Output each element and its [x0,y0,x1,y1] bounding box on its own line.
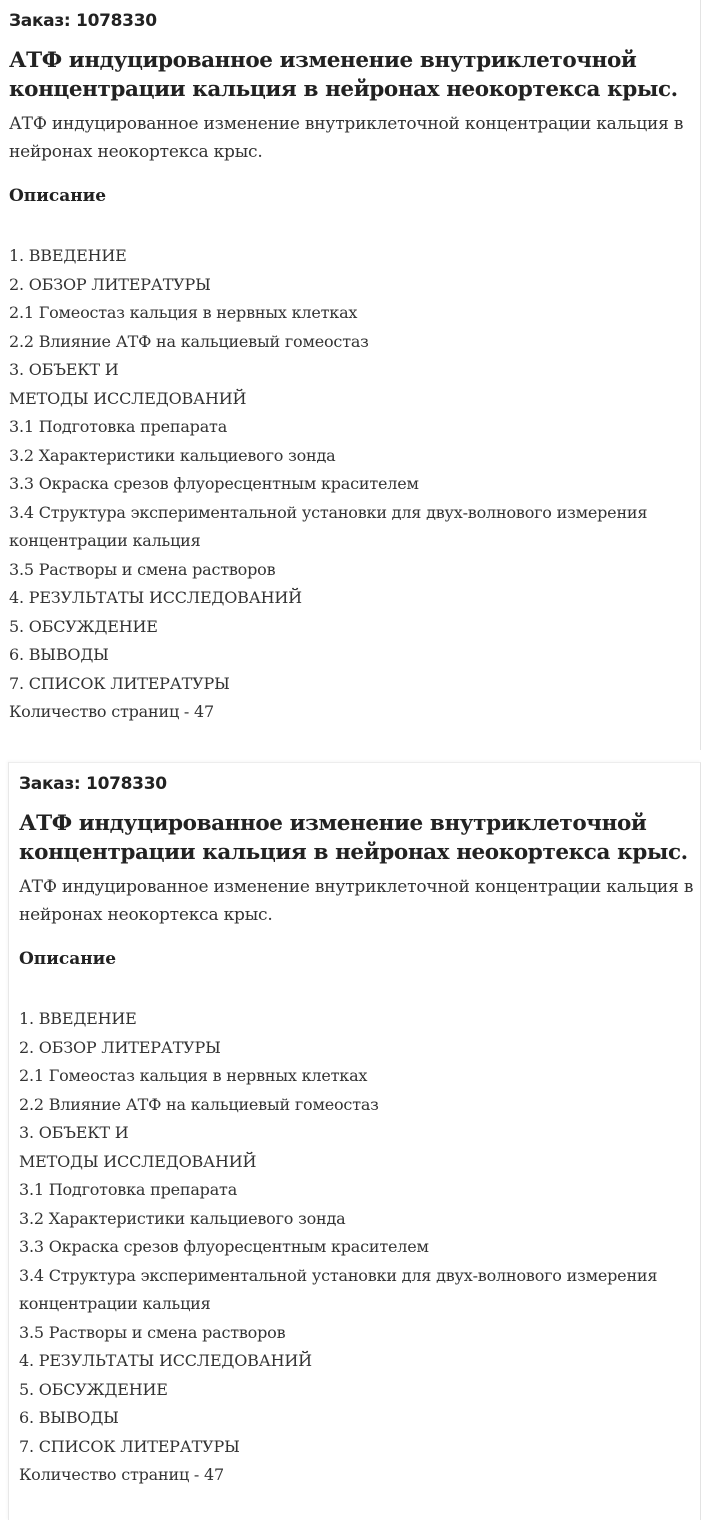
toc-item: 2.1 Гомеостаз кальция в нервных клетках [9,303,358,322]
order-id: Заказ: 1078330 [19,774,167,794]
toc-item: 3.3 Окраска срезов флуоресцентным красителем [9,474,419,493]
toc-item: 3. ОБЪЕКТ И [9,360,119,379]
order-id: Заказ: 1078330 [9,11,157,31]
toc-item: 2. ОБЗОР ЛИТЕРАТУРЫ [9,274,211,294]
order-card-2 [8,762,701,1520]
description-heading: Описание [19,949,117,969]
work-title-line-1: АТФ индуцированное изменение внутриклеточной [19,811,647,836]
toc-item: 6. ВЫВОДЫ [19,1408,119,1427]
toc-item: 4. РЕЗУЛЬТАТЫ ИССЛЕДОВАНИЙ [19,1351,312,1370]
work-title[interactable] [9,46,700,104]
table-of-contents [19,1005,700,1461]
toc-item: 3.5 Растворы и смена растворов [19,1322,286,1342]
toc-item: 1. ВВЕДЕНИЕ [9,246,127,265]
toc-item: 3.4 Структура экспериментальной установки для двух-волнового измерения концентрации кальция [9,502,648,550]
toc-item: 2.1 Гомеостаз кальция в нервных клетках [19,1066,368,1085]
toc-item: 3.2 Характеристики кальциевого зонда [9,445,336,465]
toc-item: 1. ВВЕДЕНИЕ [19,1009,137,1028]
toc-item: 4. РЕЗУЛЬТАТЫ ИССЛЕДОВАНИЙ [9,588,302,607]
toc-item: 3.2 Характеристики кальциевого зонда [19,1208,346,1228]
toc-item: 2. ОБЗОР ЛИТЕРАТУРЫ [19,1037,221,1057]
toc-item: 7. СПИСОК ЛИТЕРАТУРЫ [9,673,230,693]
work-title-line-2: концентрации кальция в нейронах неокортекса крыс. [19,840,688,865]
toc-item: 2.2 Влияние АТФ на кальциевый гомеостаз [19,1094,379,1114]
order-card-1 [0,0,701,750]
toc-item: 3. ОБЪЕКТ И [19,1123,129,1142]
toc-item: 3.1 Подготовка препарата [9,417,228,436]
work-subtitle: АТФ индуцированное изменение внутриклеточной концентрации кальция в нейронах неокортекса крыс. [19,877,694,925]
toc-item: МЕТОДЫ ИССЛЕДОВАНИЙ [19,1151,257,1171]
work-title-line-1: АТФ индуцированное изменение внутриклеточной [9,48,637,73]
toc-item: 3.1 Подготовка препарата [19,1180,238,1199]
toc-item: МЕТОДЫ ИССЛЕДОВАНИЙ [9,388,247,408]
toc-item: 3.3 Окраска срезов флуоресцентным красителем [19,1237,429,1256]
toc-item: 5. ОБСУЖДЕНИЕ [9,616,158,636]
toc-item: 3.4 Структура экспериментальной установки для двух-волнового измерения концентрации кальция [19,1265,658,1313]
description-heading: Описание [9,186,107,206]
toc-item: 3.5 Растворы и смена растворов [9,559,276,579]
work-title[interactable] [19,809,700,867]
page-count: Количество страниц - 47 [9,702,214,721]
work-title-line-2: концентрации кальция в нейронах неокортекса крыс. [9,77,678,102]
toc-item: 7. СПИСОК ЛИТЕРАТУРЫ [19,1436,240,1456]
table-of-contents [9,242,700,698]
toc-item: 6. ВЫВОДЫ [9,645,109,664]
work-subtitle: АТФ индуцированное изменение внутриклеточной концентрации кальция в нейронах неокортекса крыс. [9,114,684,162]
toc-item: 5. ОБСУЖДЕНИЕ [19,1379,168,1399]
toc-item: 2.2 Влияние АТФ на кальциевый гомеостаз [9,331,369,351]
page-count: Количество страниц - 47 [19,1465,224,1484]
